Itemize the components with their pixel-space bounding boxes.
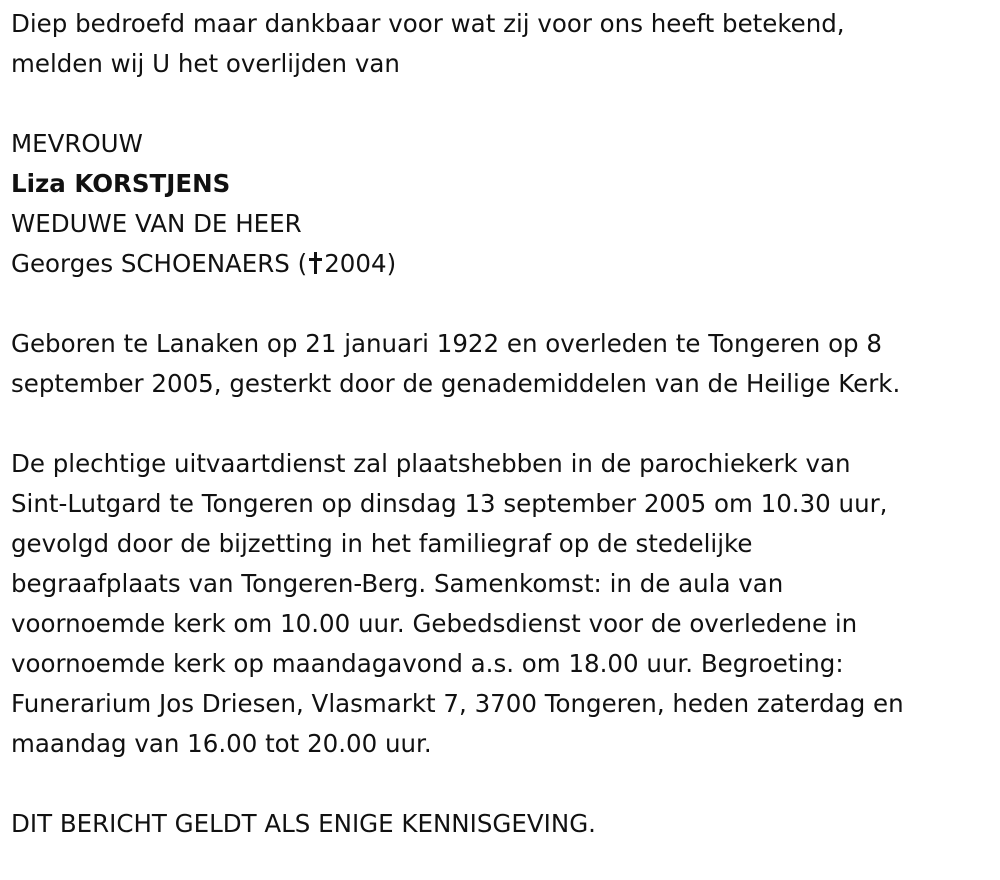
- deceased-block: [11, 124, 986, 284]
- intro-paragraph: [11, 4, 986, 84]
- intro-line-1: Diep bedroefd maar dankbaar voor wat zij voor ons heeft betekend,: [11, 9, 845, 38]
- funeral-line: maandag van 16.00 tot 20.00 uur.: [11, 729, 432, 758]
- spacer: [11, 84, 986, 124]
- spacer: [11, 284, 986, 324]
- funeral-line: gevolgd door de bijzetting in het familiegraf op de stedelijke: [11, 529, 753, 558]
- spouse-death-open: (: [297, 249, 308, 278]
- funeral-line: voornoemde kerk op maandagavond a.s. om 18.00 uur. Begroeting:: [11, 649, 844, 678]
- deceased-relation: WEDUWE VAN DE HEER: [11, 209, 302, 238]
- funeral-line: voornoemde kerk om 10.00 uur. Gebedsdienst voor de overledene in: [11, 609, 858, 638]
- funeral-line: Funerarium Jos Driesen, Vlasmarkt 7, 3700 Tongeren, heden zaterdag en: [11, 689, 904, 718]
- funeral-line: Sint-Lutgard te Tongeren op dinsdag 13 september 2005 om 10.30 uur,: [11, 489, 888, 518]
- spacer: [11, 404, 986, 444]
- closing-paragraph: [11, 804, 986, 844]
- funeral-line: De plechtige uitvaartdienst zal plaatshebben in de parochiekerk van: [11, 449, 851, 478]
- deceased-name: Liza KORSTJENS: [11, 169, 231, 198]
- birth-death-line-2: september 2005, gesterkt door de genademiddelen van de Heilige Kerk.: [11, 369, 901, 398]
- birth-death-line-1: Geboren te Lanaken op 21 januari 1922 en overleden te Tongeren op 8: [11, 329, 882, 358]
- funeral-paragraph: [11, 444, 986, 764]
- spouse-death-year: 2004): [324, 249, 397, 278]
- spouse-name: Georges SCHOENAERS: [11, 249, 290, 278]
- obituary-notice: [11, 4, 986, 844]
- funeral-line: begraafplaats van Tongeren-Berg. Samenkomst: in de aula van: [11, 569, 784, 598]
- spouse-line: [11, 244, 986, 284]
- deceased-title: MEVROUW: [11, 129, 143, 158]
- birth-death-paragraph: [11, 324, 986, 404]
- spacer: [11, 764, 986, 804]
- intro-line-2: melden wij U het overlijden van: [11, 49, 400, 78]
- closing-line: DIT BERICHT GELDT ALS ENIGE KENNISGEVING.: [11, 809, 596, 838]
- cross-icon: [309, 252, 321, 274]
